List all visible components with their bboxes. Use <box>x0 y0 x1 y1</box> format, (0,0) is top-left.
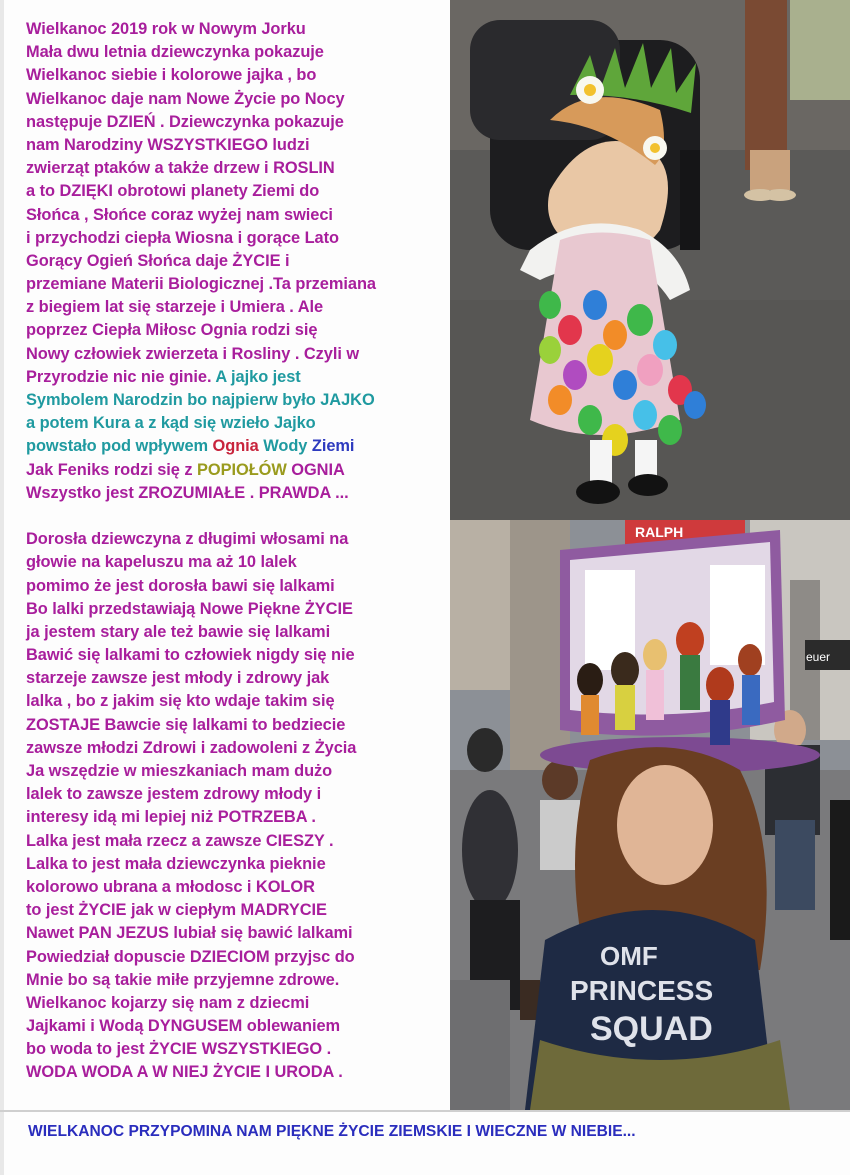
text-line: z biegiem lat się starzeje i Umiera . Ale <box>26 298 324 317</box>
text-line-teal: Symbolem Narodzin bo najpierw było JAJKO <box>26 391 375 409</box>
text-segment-teal: Wody <box>258 437 308 456</box>
text-line: głowie na kapeluszu ma aż 10 lalek <box>26 553 297 572</box>
text-line: interesy idą mi lepiej niż POTRZEBA . <box>26 808 316 827</box>
text-line: Jajkami i Wodą DYNGUSEM oblewaniem <box>26 1017 341 1036</box>
footer-caption: WIELKANOC PRZYPOMINA NAM PIĘKNE ŻYCIE ZIEMSKIE I WIECZNE W NIEBIE... <box>28 1123 636 1140</box>
text-segment-blue: Ziemi <box>307 437 355 456</box>
text-line: poprzez Ciepła Miłosc Ognia rodzi się <box>26 321 318 340</box>
text-line: Mała dwu letnia dziewczynka pokazuje <box>26 43 324 62</box>
text-line: lalka , bo z jakim się kto wdaje takim się <box>26 692 335 711</box>
text-segment-red: Ognia <box>212 437 259 456</box>
text-line: Wszystko jest ZROZUMIAŁE . PRAWDA ... <box>26 483 349 502</box>
text-line: Ja wszędzie w mieszkaniach mam dużo <box>26 762 333 780</box>
text-line: to jest ŻYCIE jak w ciepłym MADRYCIE <box>26 901 327 920</box>
text-segment-teal: A jajko jest <box>215 367 301 386</box>
text-line <box>26 459 456 482</box>
shirt-text-line1: OMF <box>600 941 658 971</box>
text-line-teal: a potem Kura a z kąd się wzieło Jajko <box>26 414 316 433</box>
text-line: Wielkanoc siebie i kolorowe jajka , bo <box>26 66 317 85</box>
photo-toddler-easter-dress <box>450 0 850 520</box>
text-line: bo woda to jest ŻYCIE WSZYSTKIEGO . <box>26 1040 332 1059</box>
shop-sign <box>805 640 850 670</box>
text-line: Nowy człowiek zwierzeta i Rosliny . Czyli w <box>26 344 360 363</box>
text-line: kolorowo ubrana a młodosc i KOLOR <box>26 877 315 896</box>
text-segment: Jak Feniks rodzi się z <box>26 460 198 479</box>
text-line: przemiane Materii Biologicznej .Ta przemiana <box>26 275 376 294</box>
text-line <box>26 366 456 389</box>
text-line: pomimo że jest dorosła bawi się lalkami <box>26 576 335 595</box>
text-line: a to DZIĘKI obrotowi planety Ziemi do <box>26 182 320 201</box>
text-line: Dorosła dziewczyna z długimi włosami na <box>26 530 349 549</box>
text-line: Bo lalki przedstawiają Nowe Piękne ŻYCIE <box>26 599 353 618</box>
text-line: Lalka jest mała rzecz a zawsze CIESZY . <box>26 831 334 850</box>
shirt-text-line2: PRINCESS <box>570 975 714 1006</box>
shirt-text-line3: SQUAD <box>590 1010 713 1048</box>
text-line: zwierząt ptaków a także drzew i ROSLIN <box>26 159 335 178</box>
text-line: WODA WODA A W NIEJ ŻYCIE I URODA . <box>26 1063 343 1082</box>
text-segment-olive: POPIOŁÓW <box>197 460 287 479</box>
page-edge <box>0 0 4 1175</box>
text-line: ZOSTAJE Bawcie się lalkami to bedziecie <box>26 715 346 734</box>
text-line: Nawet PAN JEZUS lubiał się bawić lalkami <box>26 924 353 943</box>
text-line: Wielkanoc daje nam Nowe Życie po Nocy <box>26 89 345 108</box>
text-line: Lalka to jest mała dziewczynka pieknie <box>26 854 326 873</box>
photo-toddler-illustration <box>450 0 850 520</box>
text-line: Bawić się lalkami to człowiek nigdy się nie <box>26 646 355 665</box>
text-segment-teal: powstało pod wpływem <box>26 437 213 456</box>
text-line: zawsze młodzi Zdrowi i zadowoleni z Życia <box>26 738 357 757</box>
text-line: Powiedział dopuscie DZIECIOM przyjsc do <box>26 947 355 966</box>
text-line: lalek to zawsze jestem zdrowy młody i <box>26 785 322 804</box>
text-line: nam Narodziny WSZYSTKIEGO ludzi <box>26 135 310 154</box>
text-line: Wielkanoc kojarzy się nam z dziecmi <box>26 993 310 1012</box>
photo-doll-hat-woman <box>450 520 850 1110</box>
text-line: Wielkanoc 2019 rok w Nowym Jorku <box>26 20 306 38</box>
page-divider <box>0 1110 850 1112</box>
text-line: Gorący Ogień Słońca daje ŻYCIE i <box>26 251 290 270</box>
text-segment: OGNIA <box>286 460 345 479</box>
text-line: następuje DZIEŃ . Dziewczynka pokazuje <box>26 112 344 131</box>
shop-sign-text: euer <box>806 650 831 664</box>
text-line: ja jestem stary ale też bawie się lalkami <box>26 622 331 641</box>
article-text <box>26 18 456 1085</box>
photo-doll-hat-illustration <box>450 520 850 1110</box>
text-line: starzeje zawsze jest młody i zdrowy jak <box>26 669 330 688</box>
text-line: Mnie bo są takie miłe przyjemne zdrowe. <box>26 970 340 989</box>
billboard-title: RALPH <box>635 524 684 540</box>
text-line: i przychodzi ciepła Wiosna i gorące Lato <box>26 228 339 247</box>
paragraph-gap <box>26 505 456 528</box>
text-segment: Przyrodzie nic nie ginie. <box>26 367 216 386</box>
text-line: Słońca , Słońce coraz wyżej nam swieci <box>26 205 333 224</box>
text-line <box>26 435 456 458</box>
